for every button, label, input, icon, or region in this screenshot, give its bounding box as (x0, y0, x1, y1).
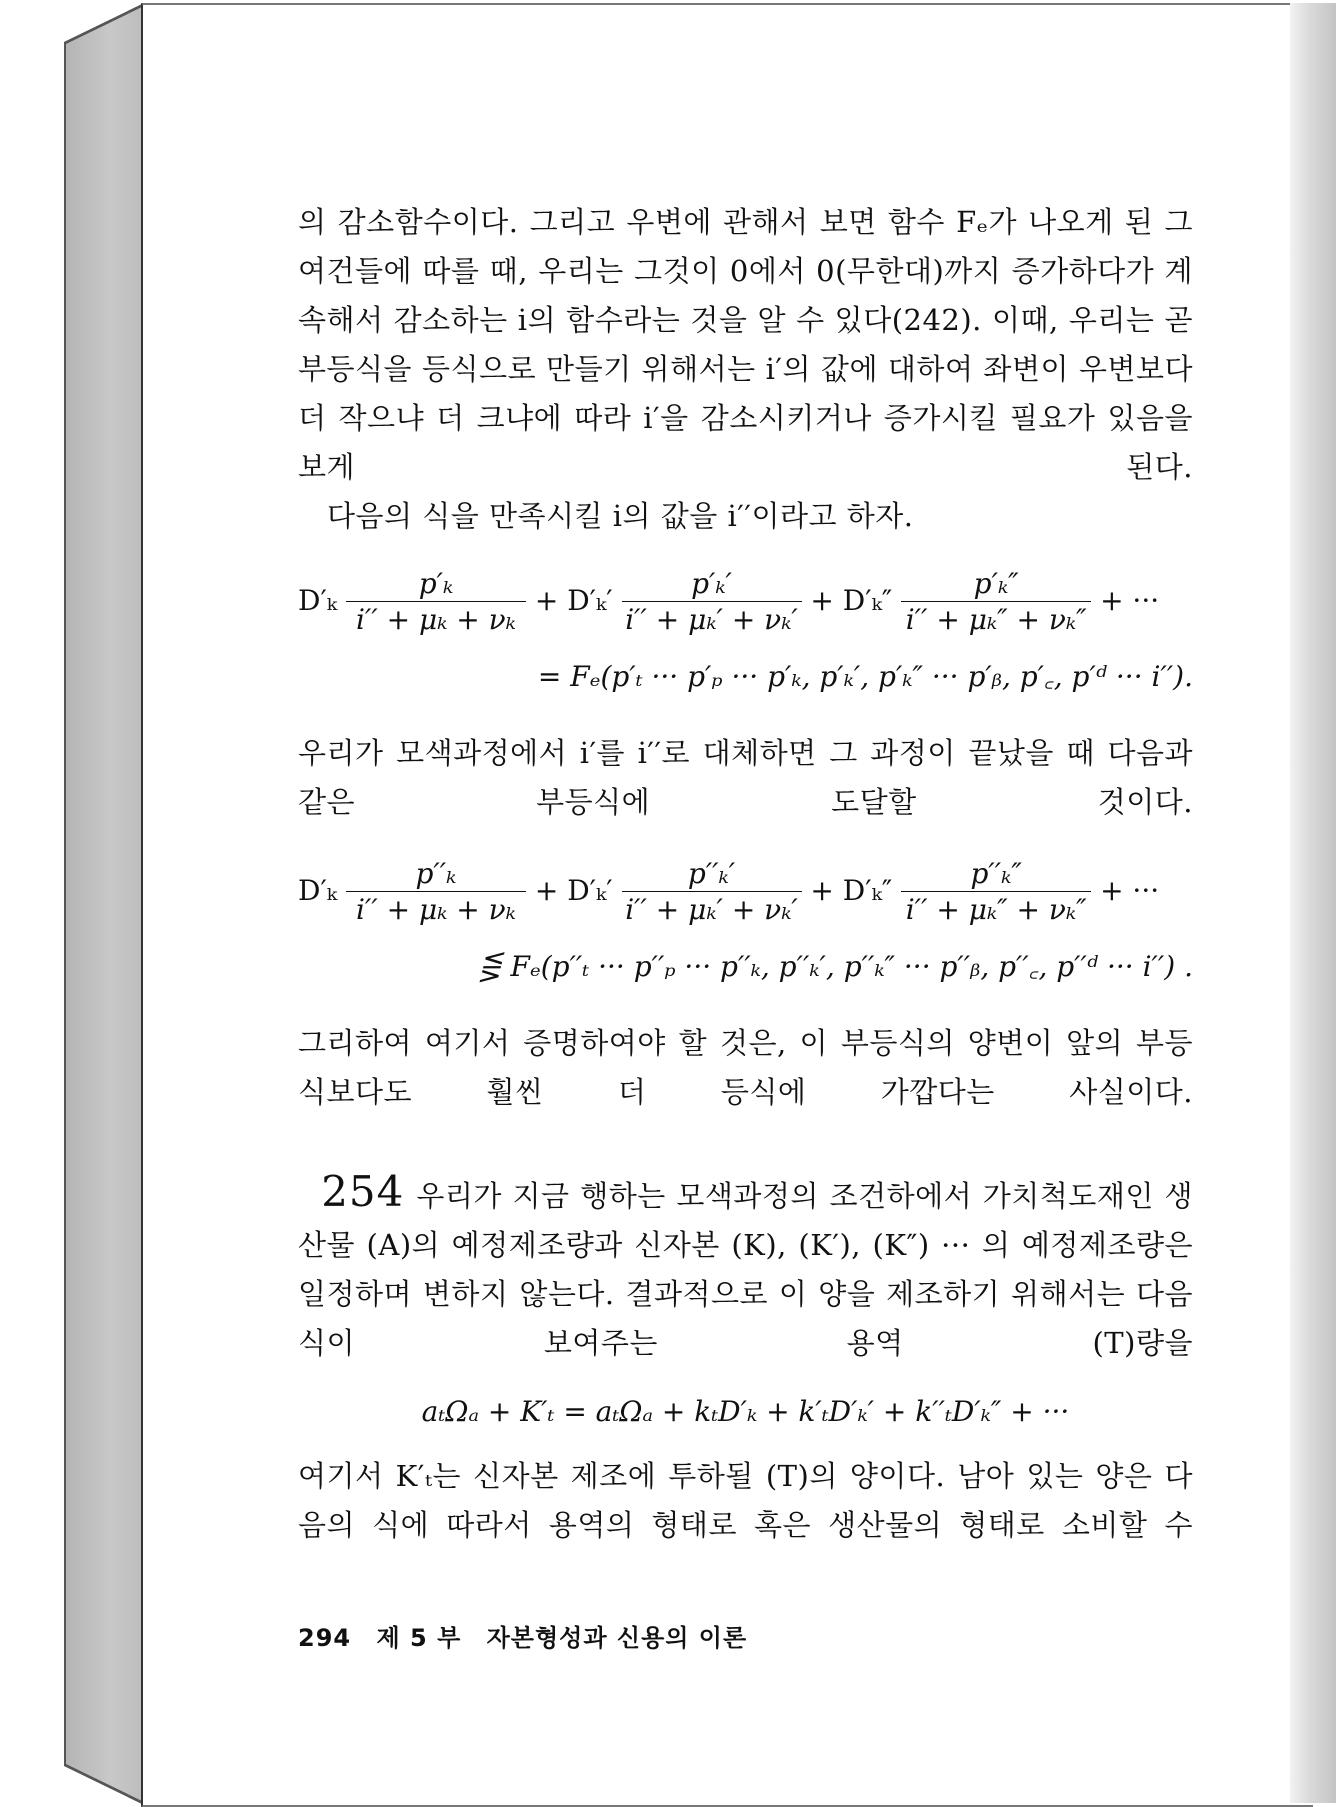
equation-2-line-1 (298, 857, 1159, 928)
equation-2 (298, 847, 1193, 1005)
eq2-numerator-1: p′′ₖ (346, 857, 526, 892)
eq1-tail: + ··· (1100, 584, 1160, 617)
eq2-coef-1: D′ₖ (298, 874, 338, 907)
eq2-numerator-2: p′′ₖ′ (622, 857, 802, 892)
eq2-fraction-3 (901, 857, 1091, 928)
paragraph-5-text: 우리가 지금 행하는 모색과정의 조건하에서 가치척도재인 생산물 (A)의 예정제조량과 신자본 (K), (K′), (K″) ··· 의 예정제조량은 일정하며 변하지 않는다. 결과적으로 이 양을 제조하기 위해서는 다음 식이 보여주는 용역 (T)량을 (298, 1179, 1193, 1360)
equation-1-line-1 (298, 567, 1159, 638)
book-spine (64, 4, 142, 1804)
eq2-numerator-3: p′′ₖ″ (901, 857, 1091, 892)
page-content (298, 198, 1193, 1550)
eq2-coef-3: + D′ₖ″ (810, 874, 893, 907)
eq1-denominator-1: i′′ + μₖ + νₖ (356, 603, 516, 636)
section-number: 254 (321, 1167, 405, 1216)
eq2-fraction-1 (346, 857, 526, 928)
eq1-denominator-2: i′′ + μₖ′ + νₖ′ (625, 603, 798, 636)
eq1-fraction-2 (622, 567, 802, 638)
equation-3: aₜΩₐ + K′ₜ = aₜΩₐ + kₜD′ₖ + k′ₜD′ₖ′ + k′′ₜD′ₖ″ + ··· (421, 1395, 1070, 1428)
eq1-numerator-2: p′ₖ′ (622, 567, 802, 602)
equation-1 (298, 553, 1193, 711)
equation-1-line-2: = Fₑ(p′ₜ ··· p′ₚ ··· p′ₖ, p′ₖ′, p′ₖ″ ··· p′ᵦ, p′꜀, p′ᵈ ··· i′′). (537, 660, 1193, 693)
section-gap (298, 1117, 1193, 1167)
equation-2-line-2: ⋚ Fₑ(p′′ₜ ··· p′′ₚ ··· p′′ₖ, p′′ₖ′, p′′ₖ″ ··· p′′ᵦ, p′′꜀, p′′ᵈ ··· i′′) . (478, 950, 1193, 983)
eq2-coef-2: + D′ₖ′ (534, 874, 613, 907)
eq2-denominator-1: i′′ + μₖ + νₖ (356, 893, 516, 926)
page-footer (298, 1618, 763, 1653)
paragraph-5 (298, 1167, 1193, 1368)
eq1-coef-3: + D′ₖ″ (810, 584, 893, 617)
eq1-coef-1: D′ₖ (298, 584, 338, 617)
paragraph-6: 여기서 K′ₜ는 신자본 제조에 투하될 (T)의 양이다. 남아 있는 양은 다음의 식에 따라서 용역의 형태로 혹은 생산물의 형태로 소비할 수 (298, 1459, 1193, 1542)
page-edge-shadow (1290, 3, 1336, 1803)
eq1-fraction-3 (901, 567, 1091, 638)
page-number: 294 (298, 1624, 352, 1652)
eq1-numerator-3: p′ₖ″ (901, 567, 1091, 602)
paragraph-3: 우리가 모색과정에서 i′를 i′′로 대체하면 그 과정이 끝났을 때 다음과 같은 부등식에 도달할 것이다. (298, 736, 1193, 819)
eq2-denominator-3: i′′ + μₖ″ + νₖ″ (905, 893, 1087, 926)
paragraph-2: 다음의 식을 만족시킬 i의 값을 i′′이라고 하자. (327, 499, 914, 533)
eq1-coef-2: + D′ₖ′ (534, 584, 613, 617)
footer-title: 자본형성과 신용의 이론 (486, 1624, 748, 1652)
footer-part: 제 5 부 (376, 1624, 462, 1652)
eq2-denominator-2: i′′ + μₖ′ + νₖ′ (625, 893, 798, 926)
eq2-tail: + ··· (1100, 874, 1160, 907)
paragraph-1: 의 감소함수이다. 그리고 우변에 관해서 보면 함수 Fₑ가 나오게 된 그 여건들에 따를 때, 우리는 그것이 0에서 0(무한대)까지 증가하다가 계속해서 감소하는 i의 함수라는 것을 알 수 있다(242). 이때, 우리는 곧 부등식을 등식으로 만들기 위해서는 i′의 값에 대하여 좌변이 우변보다 더 작으냐 더 크냐에 따라 i′을 감소시키거나 증가시킬 필요가 있음을 보게 된다. (298, 205, 1193, 484)
eq2-fraction-2 (622, 857, 802, 928)
eq1-numerator-1: p′ₖ (346, 567, 526, 602)
paragraph-4: 그리하여 여기서 증명하여야 할 것은, 이 부등식의 양변이 앞의 부등식보다도 훨씬 더 등식에 가깝다는 사실이다. (298, 1026, 1193, 1109)
eq1-fraction-1 (346, 567, 526, 638)
eq1-denominator-3: i′′ + μₖ″ + νₖ″ (905, 603, 1087, 636)
